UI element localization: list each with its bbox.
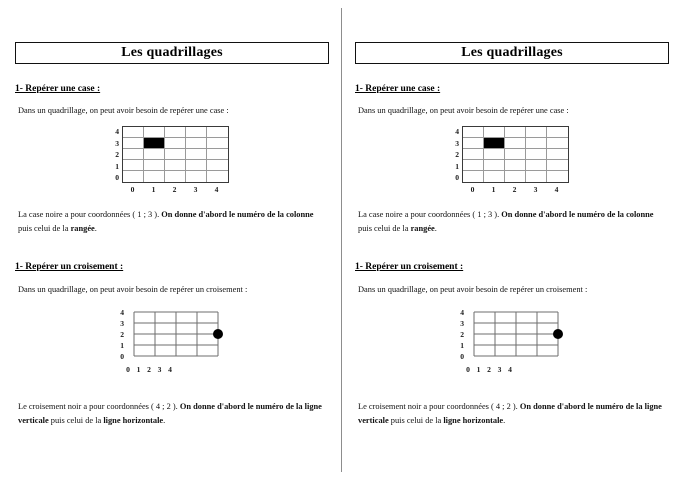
- cell-grid-row: [463, 127, 568, 138]
- page-title: Les quadrillages: [461, 45, 563, 60]
- cell-grid-y-axis-labels: [111, 126, 122, 183]
- y-tick-label: 3: [455, 138, 459, 148]
- section-2-explanation: [358, 400, 666, 427]
- line-grid-figure: [456, 308, 564, 374]
- y-tick-label: 3: [115, 138, 119, 148]
- y-tick-label: 1: [455, 161, 459, 171]
- cell-grid-row: [463, 138, 568, 149]
- y-tick-label: 1: [460, 341, 464, 350]
- marked-intersection-point: [553, 329, 563, 339]
- title-box-left: [15, 42, 329, 64]
- grid-cell: [547, 138, 568, 149]
- line-grid: [128, 308, 224, 358]
- grid-cell: [165, 149, 186, 160]
- x-tick-label: 1: [491, 185, 496, 194]
- cell-grid-y-axis-labels: [451, 126, 462, 183]
- grid-cell: [463, 138, 484, 149]
- explanation-text: puis celui de la: [388, 415, 444, 425]
- explanation-lead-bold: On donne d'abord le numéro de la: [161, 210, 287, 219]
- cell-grid-row: [123, 138, 228, 149]
- explanation-keyword-colonne: colonne: [286, 210, 314, 219]
- marked-intersection-point: [213, 329, 223, 339]
- cell-grid-x-axis-labels: [111, 185, 229, 194]
- grid-cell: [165, 171, 186, 182]
- explanation-lead-bold: On donne d'abord le numéro de la: [501, 210, 627, 219]
- x-tick-label: 1: [151, 185, 156, 194]
- grid-cell: [463, 149, 484, 160]
- y-tick-label: 3: [460, 319, 464, 328]
- explanation-text: puis celui de la: [48, 415, 104, 425]
- explanation-text: .: [434, 223, 437, 233]
- grid-cell: [186, 160, 207, 171]
- grid-cell: [186, 149, 207, 160]
- grid-cell: [123, 160, 144, 171]
- grid-cell: [463, 127, 484, 138]
- title-box-right: [355, 42, 669, 64]
- cell-grid-row: [463, 160, 568, 171]
- y-tick-label: 1: [115, 161, 119, 171]
- grid-cell: [505, 160, 526, 171]
- cell-grid-row: [463, 149, 568, 160]
- y-tick-label: 0: [115, 173, 119, 182]
- y-tick-label: 4: [120, 308, 124, 317]
- explanation-keyword-ligne-verticale: ligne verticale: [18, 402, 322, 425]
- worksheet-copy-right: [340, 0, 680, 480]
- explanation-text: .: [163, 415, 166, 425]
- grid-cell: [123, 171, 144, 182]
- cell-grid: [122, 126, 229, 183]
- x-tick-label: 0: [130, 185, 135, 194]
- grid-cell: [505, 171, 526, 182]
- explanation-keyword-rangee: rangée: [410, 223, 435, 233]
- y-tick-label: 1: [120, 341, 124, 350]
- cell-grid-row: [123, 127, 228, 138]
- grid-cell: [207, 160, 228, 171]
- explanation-text: La case noire a pour coordonnées ( 1 ; 3 ).: [358, 210, 502, 219]
- grid-cell: [123, 127, 144, 138]
- explanation-keyword-colonne: colonne: [626, 210, 654, 219]
- grid-cell: [526, 171, 547, 182]
- grid-cell: [547, 171, 568, 182]
- grid-cell: [165, 127, 186, 138]
- grid-cell: [186, 127, 207, 138]
- cell-grid-row: [463, 171, 568, 182]
- grid-cell: [207, 149, 228, 160]
- section-2-figure: [340, 308, 680, 374]
- x-tick-label: 2: [147, 365, 151, 374]
- explanation-lead-bold: On donne d'abord le numéro de la: [179, 402, 305, 411]
- x-tick-label: 2: [512, 185, 517, 194]
- grid-cell: [484, 160, 505, 171]
- line-grid-figure: [116, 308, 224, 374]
- grid-cell: [165, 160, 186, 171]
- cell-grid-row: [123, 160, 228, 171]
- y-tick-label: 3: [120, 319, 124, 328]
- line-grid: [468, 308, 564, 358]
- y-tick-label: 2: [455, 150, 459, 159]
- x-tick-label: 4: [168, 365, 172, 374]
- x-tick-label: 3: [497, 365, 502, 374]
- section-1-figure: [340, 126, 680, 194]
- explanation-keyword-ligne-horizontale: ligne horizontale: [443, 415, 504, 425]
- cell-grid-figure: [451, 126, 569, 194]
- line-grid-y-axis-labels: [456, 308, 468, 363]
- grid-cell: [165, 138, 186, 149]
- grid-cell: [144, 171, 165, 182]
- grid-cell: [547, 160, 568, 171]
- y-tick-label: 2: [460, 330, 464, 339]
- section-1-explanation: [18, 208, 326, 235]
- grid-cell-filled: [484, 138, 505, 149]
- explanation-text: puis celui de la: [18, 223, 71, 233]
- grid-cell: [526, 149, 547, 160]
- x-tick-label: 2: [172, 185, 177, 194]
- x-tick-label: 0: [466, 365, 470, 374]
- cell-grid-x-axis-labels: [451, 185, 569, 194]
- grid-cell: [144, 160, 165, 171]
- section-2-heading: 1- Repérer un croisement :: [15, 262, 124, 272]
- y-tick-label: 4: [455, 127, 459, 136]
- explanation-lead-bold: On donne d'abord le numéro de la: [519, 402, 645, 411]
- grid-cell: [123, 138, 144, 149]
- cell-grid: [462, 126, 569, 183]
- section-1-intro: Dans un quadrillage, on peut avoir besoin de repérer une case :: [358, 106, 569, 115]
- y-tick-label: 2: [115, 150, 119, 159]
- y-tick-label: 0: [120, 352, 124, 361]
- section-1-explanation: [358, 208, 666, 235]
- section-2-explanation: [18, 400, 326, 427]
- y-tick-label: 4: [460, 308, 464, 317]
- grid-cell-filled: [144, 138, 165, 149]
- grid-cell: [526, 160, 547, 171]
- explanation-text: puis celui de la: [358, 223, 411, 233]
- grid-cell: [484, 171, 505, 182]
- x-tick-label: 3: [193, 185, 198, 194]
- y-tick-label: 0: [455, 173, 459, 182]
- line-grid-y-axis-labels: [116, 308, 128, 363]
- x-tick-label: 1: [136, 365, 141, 374]
- x-tick-label: 0: [126, 365, 130, 374]
- explanation-text: .: [94, 223, 97, 233]
- x-tick-label: 2: [487, 365, 491, 374]
- explanation-keyword-ligne-verticale: ligne verticale: [358, 402, 662, 425]
- grid-cell: [463, 171, 484, 182]
- grid-cell: [505, 127, 526, 138]
- grid-cell: [186, 171, 207, 182]
- grid-cell: [463, 160, 484, 171]
- explanation-text: Le croisement noir a pour coordonnées ( 4 ; 2 ).: [358, 402, 520, 411]
- x-tick-label: 4: [508, 365, 512, 374]
- grid-cell: [526, 127, 547, 138]
- y-tick-label: 0: [460, 352, 464, 361]
- grid-cell: [484, 149, 505, 160]
- line-grid-x-axis-labels: [116, 365, 224, 374]
- grid-cell: [505, 149, 526, 160]
- y-tick-label: 4: [115, 127, 119, 136]
- explanation-text: Le croisement noir a pour coordonnées ( 4 ; 2 ).: [18, 402, 180, 411]
- grid-cell: [207, 127, 228, 138]
- section-1-heading: 1- Repérer une case :: [355, 84, 441, 94]
- grid-cell: [144, 149, 165, 160]
- section-2-heading: 1- Repérer un croisement :: [355, 262, 464, 272]
- section-2-intro: Dans un quadrillage, on peut avoir besoin de repérer un croisement :: [18, 285, 248, 294]
- explanation-text: .: [503, 415, 506, 425]
- explanation-keyword-ligne-horizontale: ligne horizontale: [103, 415, 164, 425]
- grid-cell: [186, 138, 207, 149]
- x-tick-label: 3: [533, 185, 538, 194]
- grid-cell: [144, 127, 165, 138]
- x-tick-label: 4: [214, 185, 219, 194]
- grid-cell: [547, 149, 568, 160]
- x-tick-label: 3: [157, 365, 162, 374]
- section-2-figure: [0, 308, 340, 374]
- y-tick-label: 2: [120, 330, 124, 339]
- grid-cell: [123, 149, 144, 160]
- section-1-heading: 1- Repérer une case :: [15, 84, 101, 94]
- section-2-intro: Dans un quadrillage, on peut avoir besoin de repérer un croisement :: [358, 285, 588, 294]
- grid-cell: [547, 127, 568, 138]
- x-tick-label: 4: [554, 185, 559, 194]
- explanation-keyword-rangee: rangée: [70, 223, 95, 233]
- explanation-text: La case noire a pour coordonnées ( 1 ; 3 ).: [18, 210, 162, 219]
- grid-cell: [526, 138, 547, 149]
- line-grid-x-axis-labels: [456, 365, 564, 374]
- grid-cell: [484, 127, 505, 138]
- grid-cell: [207, 171, 228, 182]
- cell-grid-figure: [111, 126, 229, 194]
- grid-cell: [505, 138, 526, 149]
- section-1-intro: Dans un quadrillage, on peut avoir besoin de repérer une case :: [18, 106, 229, 115]
- x-tick-label: 0: [470, 185, 475, 194]
- page-title: Les quadrillages: [121, 45, 223, 60]
- cell-grid-row: [123, 149, 228, 160]
- x-tick-label: 1: [476, 365, 481, 374]
- cell-grid-row: [123, 171, 228, 182]
- section-1-figure: [0, 126, 340, 194]
- grid-cell: [207, 138, 228, 149]
